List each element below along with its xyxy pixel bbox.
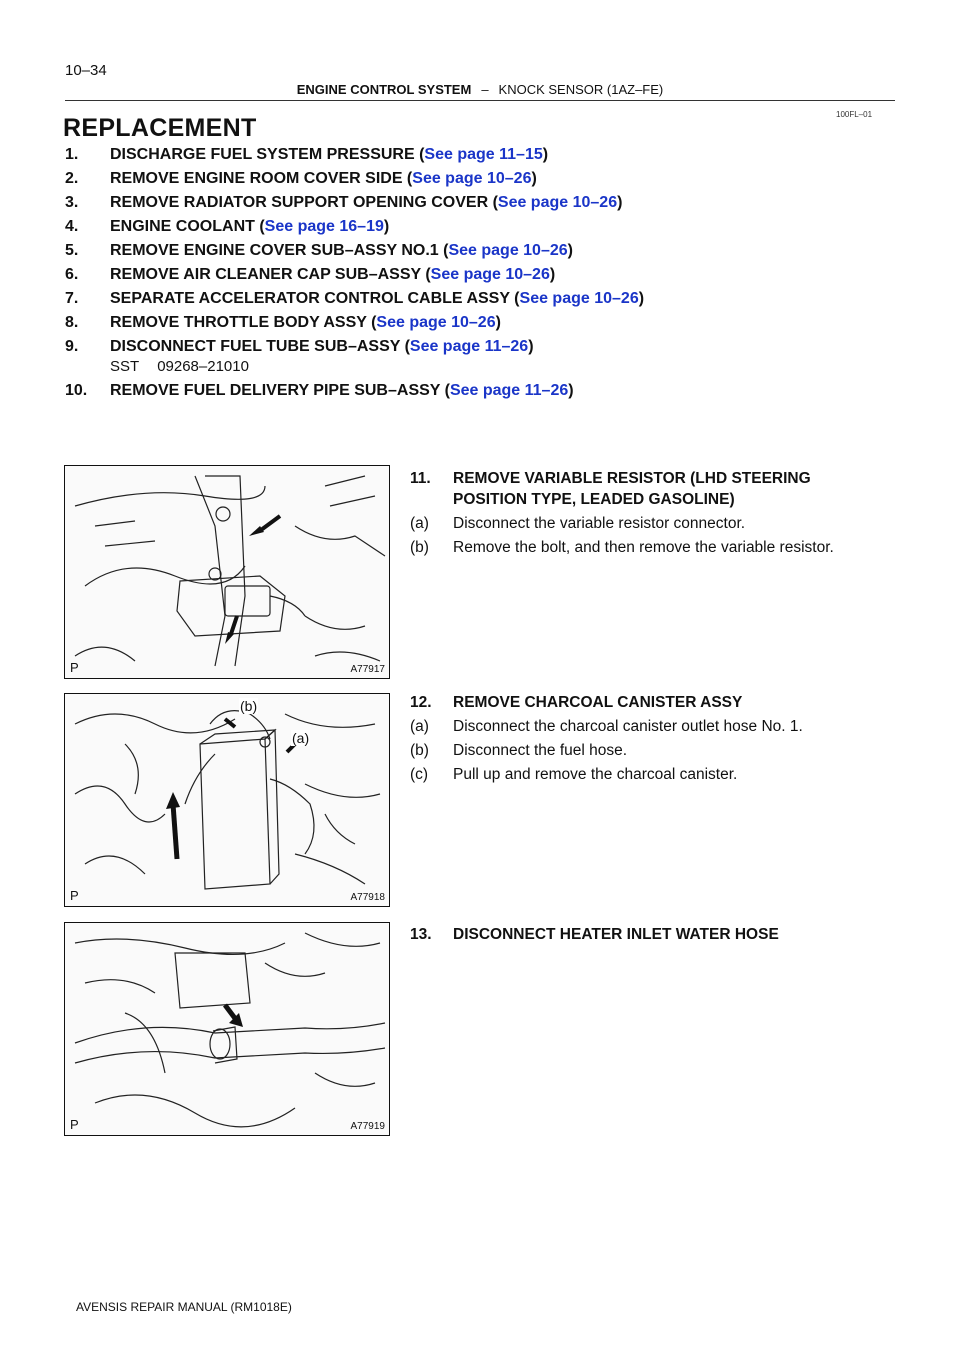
document-code: 100FL–01 (836, 110, 873, 119)
page-number: 10–34 (65, 62, 107, 79)
step-11a: (a) Disconnect the variable resistor connector. (410, 515, 746, 532)
variable-resistor-illustration (65, 466, 389, 678)
step-13-title: 13. DISCONNECT HEATER INLET WATER HOSE (410, 926, 779, 943)
step-4: 4. ENGINE COOLANT (See page 16–19) (65, 218, 390, 235)
callout-a: (a) (292, 730, 310, 746)
figure-heater-hose (64, 922, 390, 1136)
figure-id: A77918 (350, 892, 385, 903)
page-link[interactable]: See page 10–26 (430, 266, 550, 283)
footer: AVENSIS REPAIR MANUAL (RM1018E) (76, 1300, 292, 1314)
figure-p-mark: P (70, 660, 79, 675)
step-11-title: 11. REMOVE VARIABLE RESISTOR (LHD STEERING (410, 470, 811, 487)
heater-hose-illustration (65, 923, 389, 1135)
step-10: 10. REMOVE FUEL DELIVERY PIPE SUB–ASSY (See page 11–26) (65, 382, 574, 399)
step-5: 5. REMOVE ENGINE COVER SUB–ASSY NO.1 (See page 10–26) (65, 242, 573, 259)
figure-charcoal-canister (64, 693, 390, 907)
page-link[interactable]: See page 11–26 (409, 338, 529, 355)
header-rule (65, 100, 895, 101)
figure-p-mark: P (70, 1117, 79, 1132)
step-11-title-line2: POSITION TYPE, LEADED GASOLINE) (453, 491, 735, 508)
section-title: ENGINE CONTROL SYSTEM (296, 82, 472, 97)
page-link[interactable]: See page 10–26 (448, 242, 568, 259)
step-2: 2. REMOVE ENGINE ROOM COVER SIDE (See page 10–26) (65, 170, 537, 187)
subsection-title: KNOCK SENSOR (1AZ–FE) (498, 82, 664, 97)
step-3: 3. REMOVE RADIATOR SUPPORT OPENING COVER (See page 10–26) (65, 194, 623, 211)
page-title: REPLACEMENT (63, 114, 257, 142)
page-link[interactable]: See page 11–15 (424, 146, 543, 163)
figure-id: A77919 (350, 1121, 385, 1132)
page-link[interactable]: See page 10–26 (376, 314, 496, 331)
figure-variable-resistor (64, 465, 390, 679)
charcoal-canister-illustration (65, 694, 389, 906)
sst-line: SST 09268–21010 (110, 358, 249, 375)
step-1: 1. DISCHARGE FUEL SYSTEM PRESSURE (See page 11–15) (65, 146, 549, 163)
step-7: 7. SEPARATE ACCELERATOR CONTROL CABLE ASSY (See page 10–26) (65, 290, 645, 307)
figure-p-mark: P (70, 888, 79, 903)
step-12c: (c) Pull up and remove the charcoal canister. (410, 766, 738, 783)
page-link[interactable]: See page 10–26 (497, 194, 618, 211)
step-11b: (b) Remove the bolt, and then remove the variable resistor. (410, 539, 834, 556)
header-separator: – (481, 82, 489, 97)
figure-id: A77917 (350, 664, 385, 675)
page-link[interactable]: See page 10–26 (519, 290, 639, 307)
step-12b: (b) Disconnect the fuel hose. (410, 742, 628, 759)
step-12-title: 12. REMOVE CHARCOAL CANISTER ASSY (410, 694, 743, 711)
step-9: 9. DISCONNECT FUEL TUBE SUB–ASSY (See page 11–26) (65, 338, 534, 355)
page-link[interactable]: See page 10–26 (412, 170, 532, 187)
step-6: 6. REMOVE AIR CLEANER CAP SUB–ASSY (See page 10–26) (65, 266, 556, 283)
step-8: 8. REMOVE THROTTLE BODY ASSY (See page 10–26) (65, 314, 501, 331)
page-link[interactable]: See page 11–26 (449, 382, 569, 399)
step-12a: (a) Disconnect the charcoal canister outlet hose No. 1. (410, 718, 803, 735)
callout-b: (b) (240, 698, 258, 714)
section-header (0, 82, 960, 97)
page-link[interactable]: See page 16–19 (264, 218, 384, 235)
